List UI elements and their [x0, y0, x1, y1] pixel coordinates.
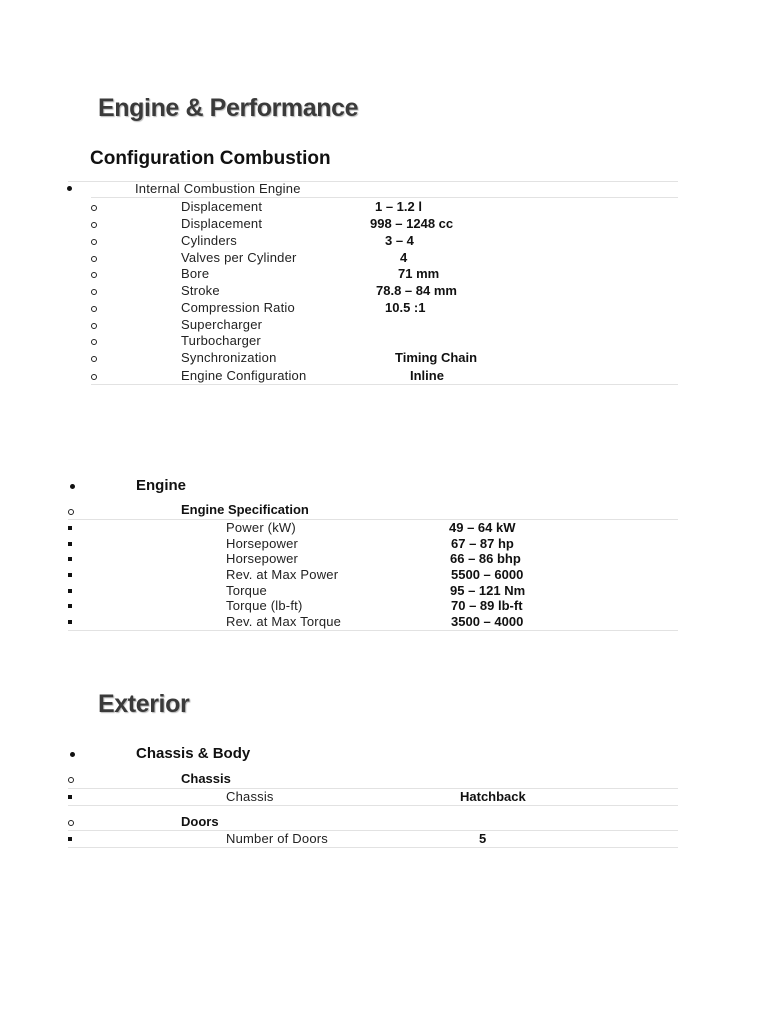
- bullet-disc-icon: [67, 186, 72, 191]
- spec-label: Supercharger: [181, 317, 263, 332]
- bullet-circle-icon: [68, 509, 74, 515]
- spec-value: 78.8 – 84 mm: [376, 283, 457, 298]
- spec-value: 70 – 89 lb-ft: [451, 598, 523, 613]
- divider: [68, 805, 678, 806]
- spec-label: Compression Ratio: [181, 300, 295, 315]
- bullet-square-icon: [68, 837, 72, 841]
- section-title-exterior: Exterior: [98, 690, 190, 718]
- bullet-circle-icon: [91, 374, 97, 380]
- divider: [68, 519, 678, 520]
- spec-value: 5: [479, 831, 487, 846]
- spec-label: Torque (lb-ft): [226, 598, 303, 613]
- bullet-square-icon: [68, 573, 72, 577]
- engine-specification-subheading: Engine Specification: [181, 502, 309, 517]
- spec-value: Timing Chain: [395, 350, 478, 365]
- bullet-circle-icon: [91, 323, 97, 329]
- bullet-square-icon: [68, 795, 72, 799]
- bullet-circle-icon: [91, 239, 97, 245]
- bullet-square-icon: [68, 604, 72, 608]
- spec-value: 67 – 87 hp: [451, 536, 514, 551]
- spec-label: Horsepower: [226, 551, 299, 566]
- spec-value: 49 – 64 kW: [449, 520, 516, 535]
- bullet-square-icon: [68, 589, 72, 593]
- bullet-circle-icon: [91, 339, 97, 345]
- spec-label: Valves per Cylinder: [181, 250, 297, 265]
- spec-value: Hatchback: [460, 789, 526, 804]
- chassis-body-heading: Chassis & Body: [136, 745, 251, 762]
- bullet-circle-icon: [68, 820, 74, 826]
- spec-label: Synchronization: [181, 350, 277, 365]
- configuration-heading: Configuration Combustion: [90, 148, 331, 169]
- spec-label: Displacement: [181, 199, 263, 214]
- spec-label: Stroke: [181, 283, 220, 298]
- divider: [91, 384, 678, 385]
- spec-label: Rev. at Max Power: [226, 567, 339, 582]
- bullet-circle-icon: [91, 205, 97, 211]
- bullet-circle-icon: [91, 256, 97, 262]
- spec-value: 998 – 1248 cc: [370, 216, 454, 231]
- spec-label: Torque: [226, 583, 267, 598]
- engine-type-label: Internal Combustion Engine: [135, 181, 301, 196]
- divider: [68, 847, 678, 848]
- bullet-circle-icon: [91, 356, 97, 362]
- section-title-engine-performance: Engine & Performance: [98, 94, 359, 122]
- spec-value: 95 – 121 Nm: [450, 583, 526, 598]
- divider: [91, 197, 678, 198]
- spec-value: 1 – 1.2 l: [375, 199, 422, 214]
- bullet-circle-icon: [91, 272, 97, 278]
- bullet-square-icon: [68, 620, 72, 624]
- spec-label: Chassis: [226, 789, 274, 804]
- divider: [68, 830, 678, 831]
- bullet-circle-icon: [68, 777, 74, 783]
- bullet-disc-icon: [70, 484, 75, 489]
- bullet-square-icon: [68, 526, 72, 530]
- spec-value: 3500 – 4000: [451, 614, 524, 629]
- spec-label: Cylinders: [181, 233, 237, 248]
- doors-subheading: Doors: [181, 814, 219, 829]
- spec-label: Engine Configuration: [181, 368, 307, 383]
- divider: [68, 788, 678, 789]
- engine-heading: Engine: [136, 477, 187, 494]
- spec-value: Inline: [410, 368, 444, 383]
- spec-value: 4: [400, 250, 408, 265]
- spec-label: Turbocharger: [181, 333, 261, 348]
- spec-label: Bore: [181, 266, 210, 281]
- spec-value: 10.5 :1: [385, 300, 426, 315]
- bullet-circle-icon: [91, 289, 97, 295]
- spec-label: Rev. at Max Torque: [226, 614, 342, 629]
- bullet-square-icon: [68, 557, 72, 561]
- spec-label: Displacement: [181, 216, 263, 231]
- spec-label: Power (kW): [226, 520, 296, 535]
- bullet-circle-icon: [91, 222, 97, 228]
- spec-label: Horsepower: [226, 536, 299, 551]
- chassis-subheading: Chassis: [181, 771, 231, 786]
- spec-value: 5500 – 6000: [451, 567, 524, 582]
- spec-label: Number of Doors: [226, 831, 328, 846]
- bullet-circle-icon: [91, 306, 97, 312]
- spec-value: 71 mm: [398, 266, 440, 281]
- spec-value: 3 – 4: [385, 233, 414, 248]
- spec-value: 66 – 86 bhp: [450, 551, 521, 566]
- bullet-disc-icon: [70, 752, 75, 757]
- bullet-square-icon: [68, 542, 72, 546]
- divider: [68, 630, 678, 631]
